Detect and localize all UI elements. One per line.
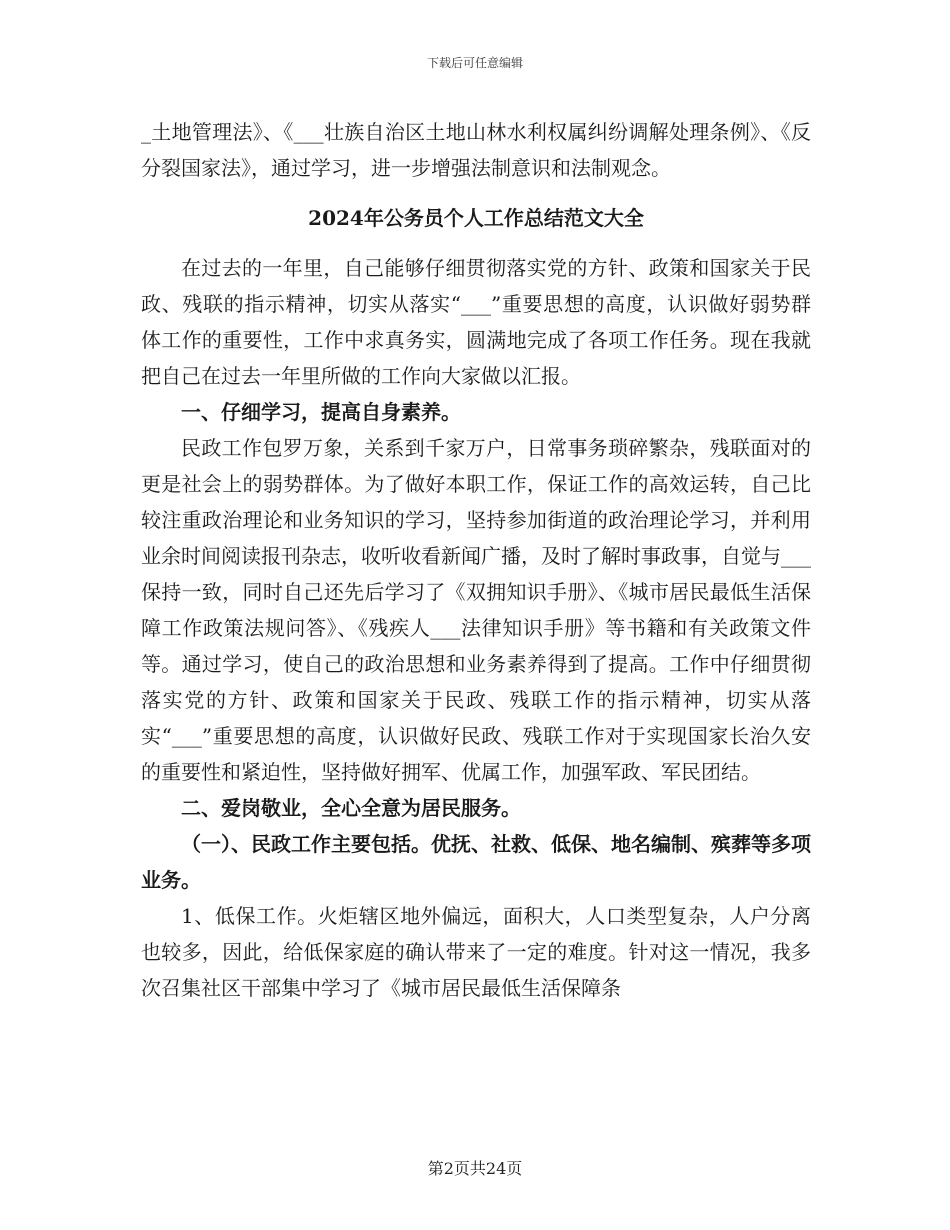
opening-paragraph: 在过去的一年里，自己能够仔细贯彻落实党的方针、政策和国家关于民政、残联的指示精神，切实从落实“___”重要思想的高度，认识做好弱势群体工作的重要性，工作中求真务实，圆满地完成了各项工作任务。现在我就把自己在过去一年里所做的工作向大家做以汇报。 — [141, 256, 811, 388]
intro-paragraph: _土地管理法》、《___壮族自治区土地山林水利权属纠纷调解处理条例》、《反分裂国家法》，通过学习，进一步增强法制意识和法制观念。 — [141, 120, 811, 180]
page-header-note: 下载后可任意编辑 — [426, 56, 523, 70]
item1-text: 火炬辖区地外偏远，面积大，人口类型复杂，人户分离也较多，因此，给低保家庭的确认带来了一定的难度。针对这一情况，我多次召集社区干部集中学习了《城市居民最低生活保障条 — [141, 904, 812, 1000]
item1-label: 1、低保工作。 — [181, 904, 318, 928]
item1-paragraph — [141, 898, 811, 1006]
document-body — [141, 114, 811, 1006]
document-title: 2024年公务员个人工作总结范文大全 — [308, 206, 644, 230]
section1-heading: 一、仔细学习，提高自身素养。 — [181, 400, 461, 424]
section1-paragraph: 民政工作包罗万象，关系到千家万户，日常事务琐碎繁杂，残联面对的更是社会上的弱势群体。为了做好本职工作，保证工作的高效运转，自己比较注重政治理论和业务知识的学习，坚持参加街道的政治理论学习，并利用业余时间阅读报刊杂志，收听收看新闻广播，及时了解时事政事，自觉与___保持一致，同时自己还先后学习了《双拥知识手册》、《城市居民最低生活保障工作政策法规问答》、《残疾人___法律知识手册》等书籍和有关政策文件等。通过学习，使自己的政治思想和业务素养得到了提高。工作中仔细贯彻落实党的方针、政策和国家关于民政、残联工作的指示精神，切实从落实“___”重要思想的高度，认识做好民政、残联工作对于实现国家长治久安的重要性和紧迫性，坚持做好拥军、优属工作，加强军政、军民团结。 — [141, 436, 811, 784]
page-number: 第2页共24页 — [427, 1159, 523, 1178]
subsection-heading: （一）、民政工作主要包括。优抚、社救、低保、地名编制、殡葬等多项业务。 — [141, 832, 811, 892]
section2-heading: 二、爱岗敬业，全心全意为居民服务。 — [181, 796, 521, 820]
